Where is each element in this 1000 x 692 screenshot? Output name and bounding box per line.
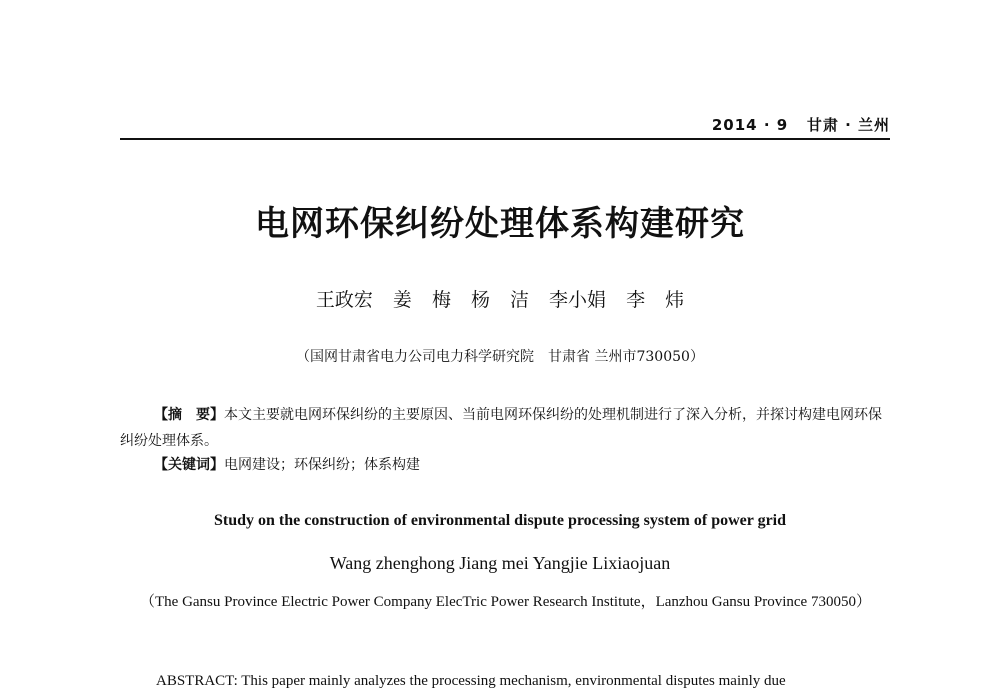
- english-abstract: ABSTRACT: This paper mainly analyzes the processing mechanism, environmental disputes mainly due: [156, 673, 786, 689]
- conference-location: 甘肃 · 兰州: [806, 116, 890, 134]
- issue-date: 2014 · 9: [711, 116, 789, 134]
- keywords: [154, 454, 420, 474]
- abstract-text: 本文主要就电网环保纠纷的主要原因、当前电网环保纠纷的处理机制进行了深入分析，并探讨构建电网环保纠纷处理体系。: [120, 407, 882, 449]
- author-list: 王政宏 姜 梅 杨 洁 李小娟 李 炜: [315, 289, 685, 311]
- affiliation: （国网甘肃省电力公司电力科学研究院 甘肃省 兰州市730050）: [296, 349, 704, 365]
- abstract: [120, 402, 890, 454]
- keywords-label: 【关键词】: [154, 457, 224, 473]
- journal-header: [120, 114, 890, 135]
- english-affiliation: （The Gansu Province Electric Power Company ElecTric Power Research Institute，Lanzhou Gansu Province 730050）: [140, 594, 871, 610]
- english-title: Study on the construction of environmental dispute processing system of power grid: [213, 512, 787, 529]
- paper-title: 电网环保纠纷处理体系构建研究: [255, 204, 745, 244]
- keywords-text: 电网建设；环保纠纷；体系构建: [224, 457, 420, 473]
- english-authors: Wang zhenghong Jiang mei Yangjie Lixiaojuan: [329, 553, 671, 573]
- header-divider: [120, 138, 890, 140]
- abstract-label: 【摘 要】: [154, 407, 224, 423]
